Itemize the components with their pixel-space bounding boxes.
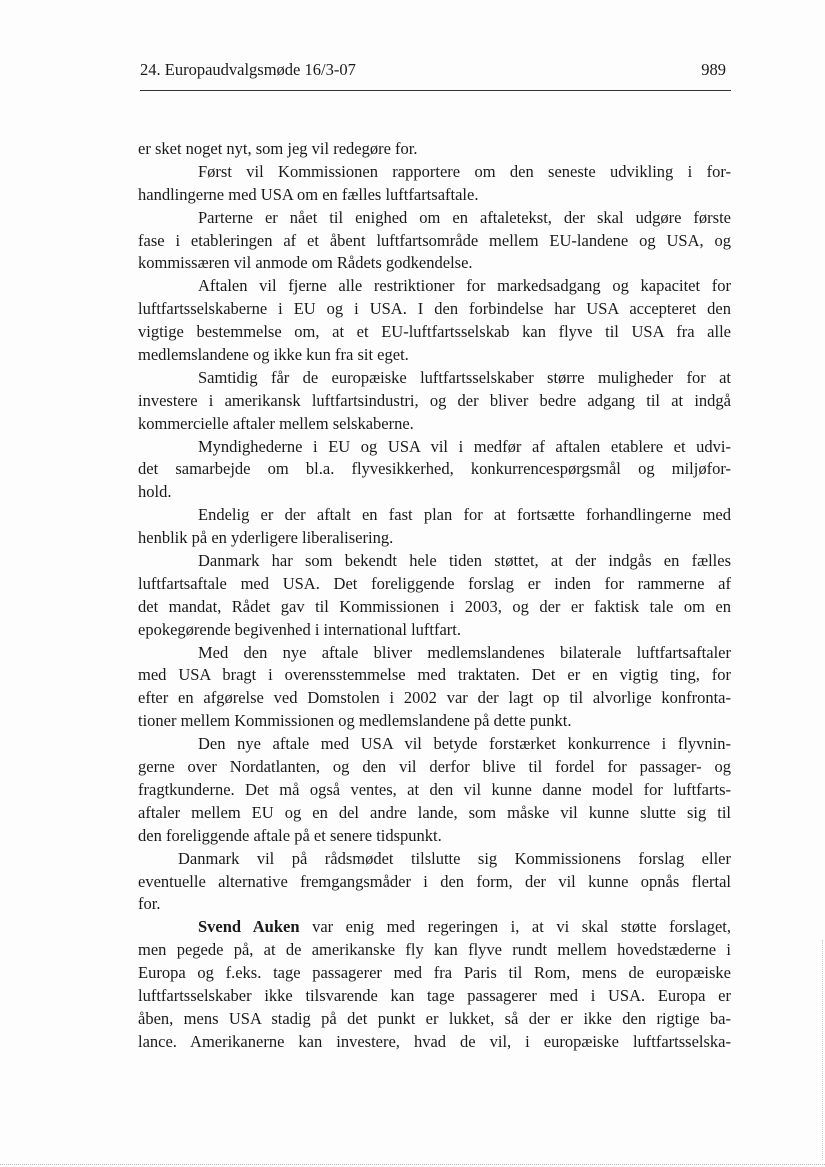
text-line: investere i amerikansk luftfartsindustri, og der bliver bedre adgang til at indgå [138, 390, 731, 410]
text-line: den foreliggende aftale på et senere tidspunkt. [138, 825, 442, 845]
text-line: Med den nye aftale bliver medlemslandenes bilaterale luftfartsaftaler [198, 642, 731, 662]
text-line: lance. Amerikanerne kan investere, hvad de vil, i europæiske luftfartsselska- [138, 1031, 731, 1051]
text-line: luftfartsselskaber ikke tilsvarende kan tage passagerer med i USA. Europa er [138, 985, 731, 1005]
text-line: Først vil Kommissionen rapportere om den seneste udvikling i for- [198, 161, 731, 181]
text-line: Aftalen vil fjerne alle restriktioner for markedsadgang og kapacitet for [198, 276, 731, 296]
text-line [138, 916, 731, 939]
text-line: handlingerne med USA om en fælles luftfartsaftale. [138, 184, 479, 204]
text-line: eventuelle alternative fremgangsmåder i den form, der vil kunne opnås flertal [138, 871, 731, 891]
speaker-name: Svend Auken [198, 917, 300, 937]
text-line: luftfartsselskaberne i EU og i USA. I den forbindelse har USA accepteret den [138, 299, 731, 319]
text-line: aftaler mellem EU og en del andre lande, som måske vil kunne slutte sig til [138, 802, 731, 822]
text-line: luftfartsaftale med USA. Det foreliggende forslag er inden for rammerne af [138, 573, 731, 593]
text-line: fragtkunderne. Det må også ventes, at den vil kunne danne model for luftfarts- [138, 779, 731, 799]
text-line: henblik på en yderligere liberalisering. [138, 528, 394, 548]
text-line: Europa og f.eks. tage passagerer med fra Paris til Rom, mens de europæiske [138, 963, 731, 983]
body-text [138, 138, 731, 1054]
running-header [140, 58, 730, 86]
page-number: 989 [701, 60, 726, 79]
text-line: gerne over Nordatlanten, og den vil derfor blive til fordel for passager- og [138, 757, 731, 777]
text-line: for. [138, 894, 161, 914]
text-line: efter en afgørelse ved Domstolen i 2002 var der lagt op til alvorlige konfronta- [138, 688, 731, 708]
running-header-title: 24. Europaudvalgsmøde 16/3-07 [140, 60, 356, 79]
text-line: er sket noget nyt, som jeg vil redegøre for. [138, 139, 418, 158]
text-line: med USA bragt i overensstemmelse med traktaten. Det er en vigtig ting, for [138, 665, 731, 685]
scan-edge-mark [821, 940, 823, 1160]
text-line: åben, mens USA stadig på det punkt er lukket, så der er ikke den rigtige ba- [138, 1008, 731, 1028]
text-line: hold. [138, 482, 172, 502]
header-rule [140, 90, 731, 91]
text-line: epokegørende begivenhed i international luftfart. [138, 619, 461, 639]
text-line: Den nye aftale med USA vil betyde forstærket konkurrence i flyvnin- [198, 734, 731, 754]
scan-bottom-edge [0, 1162, 825, 1165]
text-line: men pegede på, at de amerikanske fly kan flyve rundt mellem hovedstæderne i [138, 940, 731, 960]
text-line: medlemslandene og ikke kun fra sit eget. [138, 345, 409, 365]
text-line: Danmark vil på rådsmødet tilslutte sig Kommissionens forslag eller [178, 848, 731, 868]
text-line: det mandat, Rådet gav til Kommissionen i 2003, og der er faktisk tale om en [138, 596, 731, 616]
text-line: vigtige bestemmelse om, at et EU-luftfartsselskab kan flyve til USA fra alle [138, 322, 731, 342]
speaker-text: var enig med regeringen i, at vi skal støtte forslaget, [312, 917, 732, 937]
text-line: Danmark har som bekendt hele tiden støttet, at der indgås en fælles [198, 551, 731, 571]
text-line: tioner mellem Kommissionen og medlemslandene på dette punkt. [138, 711, 572, 731]
text-line: Endelig er der aftalt en fast plan for at fortsætte forhandlingerne med [198, 505, 731, 525]
text-line: det samarbejde om bl.a. flyvesikkerhed, konkurrencespørgsmål og miljøfor- [138, 459, 731, 479]
text-line: Samtidig får de europæiske luftfartsselskaber større muligheder for at [198, 367, 731, 387]
text-line: kommissæren vil anmode om Rådets godkendelse. [138, 253, 473, 273]
text-line: fase i etableringen af et åbent luftfartsområde mellem EU-landene og USA, og [138, 230, 731, 250]
text-line: Myndighederne i EU og USA vil i medfør af aftalen etablere et udvi- [198, 436, 731, 456]
text-line: Parterne er nået til enighed om en aftaletekst, der skal udgøre første [198, 207, 731, 227]
text-line: kommercielle aftaler mellem selskaberne. [138, 413, 414, 433]
